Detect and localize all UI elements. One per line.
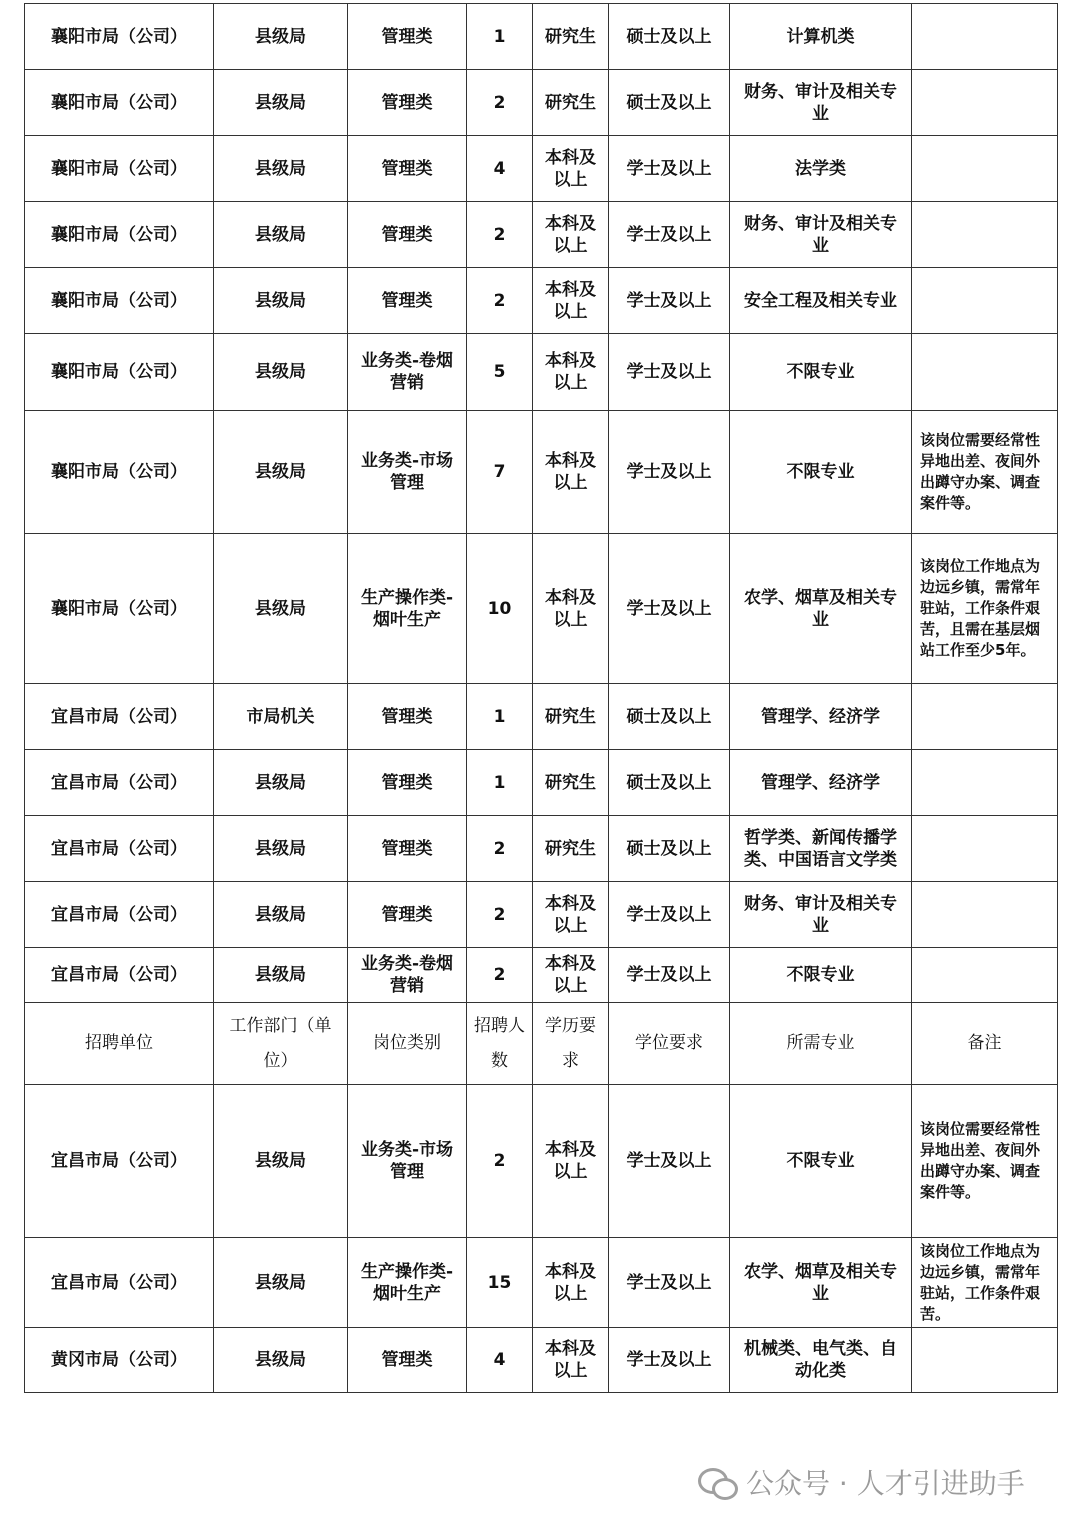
cell-count: 2 <box>467 1085 533 1238</box>
cell-dept: 市局机关 <box>214 684 348 750</box>
cell-count: 2 <box>467 948 533 1003</box>
header-unit: 招聘单位 <box>25 1003 214 1085</box>
cell-unit: 宜昌市局（公司） <box>25 948 214 1003</box>
cell-major: 法学类 <box>730 136 912 202</box>
cell-category: 管理类 <box>348 750 467 816</box>
wechat-icon <box>698 1466 736 1498</box>
header-education: 学历要求 <box>533 1003 609 1085</box>
cell-degree: 学士及以上 <box>609 882 730 948</box>
table-row <box>25 1328 1058 1393</box>
cell-unit: 宜昌市局（公司） <box>25 684 214 750</box>
cell-category: 管理类 <box>348 4 467 70</box>
cell-dept: 县级局 <box>214 882 348 948</box>
table-row <box>25 1085 1058 1238</box>
cell-note <box>912 70 1058 136</box>
table-body-bottom <box>25 1085 1058 1393</box>
cell-dept: 县级局 <box>214 4 348 70</box>
cell-note: 该岗位需要经常性异地出差、夜间外出蹲守办案、调查案件等。 <box>912 1085 1058 1238</box>
table-row <box>25 750 1058 816</box>
cell-education: 研究生 <box>533 684 609 750</box>
cell-degree: 硕士及以上 <box>609 4 730 70</box>
table-row <box>25 334 1058 411</box>
cell-unit: 宜昌市局（公司） <box>25 1238 214 1328</box>
cell-education: 研究生 <box>533 70 609 136</box>
header-category: 岗位类别 <box>348 1003 467 1085</box>
cell-dept: 县级局 <box>214 268 348 334</box>
cell-dept: 县级局 <box>214 136 348 202</box>
cell-note: 该岗位工作地点为边远乡镇，需常年驻站，工作条件艰苦，且需在基层烟站工作至少5年。 <box>912 534 1058 684</box>
cell-degree: 硕士及以上 <box>609 750 730 816</box>
cell-education: 本科及以上 <box>533 334 609 411</box>
cell-unit: 襄阳市局（公司） <box>25 268 214 334</box>
recruitment-table <box>24 3 1058 1393</box>
cell-unit: 宜昌市局（公司） <box>25 1085 214 1238</box>
cell-degree: 学士及以上 <box>609 411 730 534</box>
cell-education: 本科及以上 <box>533 882 609 948</box>
cell-major: 不限专业 <box>730 948 912 1003</box>
cell-major: 管理学、经济学 <box>730 750 912 816</box>
cell-category: 管理类 <box>348 816 467 882</box>
cell-degree: 学士及以上 <box>609 1085 730 1238</box>
table-row <box>25 948 1058 1003</box>
table-row <box>25 1238 1058 1328</box>
cell-category: 管理类 <box>348 882 467 948</box>
watermark <box>698 1462 1025 1502</box>
cell-note <box>912 882 1058 948</box>
cell-unit: 宜昌市局（公司） <box>25 882 214 948</box>
cell-degree: 硕士及以上 <box>609 684 730 750</box>
cell-note <box>912 750 1058 816</box>
cell-note <box>912 1328 1058 1393</box>
cell-degree: 学士及以上 <box>609 1328 730 1393</box>
table-row <box>25 136 1058 202</box>
cell-count: 15 <box>467 1238 533 1328</box>
table-row <box>25 70 1058 136</box>
cell-note <box>912 4 1058 70</box>
cell-note <box>912 136 1058 202</box>
cell-count: 1 <box>467 750 533 816</box>
cell-unit: 襄阳市局（公司） <box>25 136 214 202</box>
cell-note: 该岗位需要经常性异地出差、夜间外出蹲守办案、调查案件等。 <box>912 411 1058 534</box>
cell-unit: 襄阳市局（公司） <box>25 411 214 534</box>
cell-dept: 县级局 <box>214 1238 348 1328</box>
cell-major: 安全工程及相关专业 <box>730 268 912 334</box>
cell-unit: 黄冈市局（公司） <box>25 1328 214 1393</box>
cell-dept: 县级局 <box>214 1328 348 1393</box>
table-row <box>25 268 1058 334</box>
table-row <box>25 882 1058 948</box>
cell-education: 本科及以上 <box>533 1085 609 1238</box>
cell-note <box>912 948 1058 1003</box>
cell-degree: 学士及以上 <box>609 534 730 684</box>
cell-degree: 硕士及以上 <box>609 70 730 136</box>
table-row <box>25 684 1058 750</box>
cell-major: 财务、审计及相关专业 <box>730 882 912 948</box>
cell-major: 农学、烟草及相关专业 <box>730 534 912 684</box>
cell-degree: 学士及以上 <box>609 1238 730 1328</box>
cell-education: 本科及以上 <box>533 411 609 534</box>
cell-category: 管理类 <box>348 268 467 334</box>
cell-unit: 襄阳市局（公司） <box>25 534 214 684</box>
cell-major: 机械类、电气类、自动化类 <box>730 1328 912 1393</box>
cell-note <box>912 334 1058 411</box>
table-row <box>25 534 1058 684</box>
table-body-top <box>25 4 1058 1003</box>
cell-major: 管理学、经济学 <box>730 684 912 750</box>
cell-note <box>912 268 1058 334</box>
cell-dept: 县级局 <box>214 202 348 268</box>
cell-degree: 学士及以上 <box>609 136 730 202</box>
cell-count: 2 <box>467 882 533 948</box>
header-dept: 工作部门（单位） <box>214 1003 348 1085</box>
cell-dept: 县级局 <box>214 334 348 411</box>
cell-category: 管理类 <box>348 136 467 202</box>
cell-dept: 县级局 <box>214 750 348 816</box>
cell-count: 2 <box>467 816 533 882</box>
cell-count: 2 <box>467 70 533 136</box>
cell-major: 不限专业 <box>730 1085 912 1238</box>
cell-major: 不限专业 <box>730 334 912 411</box>
cell-category: 管理类 <box>348 70 467 136</box>
watermark-text: 公众号 · 人才引进助手 <box>746 1467 1025 1500</box>
cell-major: 计算机类 <box>730 4 912 70</box>
cell-major: 哲学类、新闻传播学类、中国语言文学类 <box>730 816 912 882</box>
cell-unit: 襄阳市局（公司） <box>25 334 214 411</box>
table-row <box>25 202 1058 268</box>
cell-education: 本科及以上 <box>533 136 609 202</box>
cell-note <box>912 684 1058 750</box>
cell-count: 2 <box>467 202 533 268</box>
cell-dept: 县级局 <box>214 1085 348 1238</box>
cell-category: 业务类-市场管理 <box>348 411 467 534</box>
cell-dept: 县级局 <box>214 948 348 1003</box>
cell-education: 研究生 <box>533 750 609 816</box>
header-degree: 学位要求 <box>609 1003 730 1085</box>
cell-major: 农学、烟草及相关专业 <box>730 1238 912 1328</box>
cell-dept: 县级局 <box>214 70 348 136</box>
cell-unit: 襄阳市局（公司） <box>25 202 214 268</box>
cell-unit: 襄阳市局（公司） <box>25 70 214 136</box>
cell-dept: 县级局 <box>214 534 348 684</box>
table-row <box>25 411 1058 534</box>
cell-major: 财务、审计及相关专业 <box>730 70 912 136</box>
cell-count: 1 <box>467 4 533 70</box>
table-row <box>25 816 1058 882</box>
cell-education: 本科及以上 <box>533 534 609 684</box>
cell-category: 生产操作类-烟叶生产 <box>348 1238 467 1328</box>
cell-category: 生产操作类-烟叶生产 <box>348 534 467 684</box>
table-header-row <box>25 1003 1058 1085</box>
cell-education: 本科及以上 <box>533 1328 609 1393</box>
cell-degree: 学士及以上 <box>609 202 730 268</box>
cell-education: 本科及以上 <box>533 948 609 1003</box>
cell-note <box>912 202 1058 268</box>
cell-count: 10 <box>467 534 533 684</box>
cell-category: 业务类-卷烟营销 <box>348 948 467 1003</box>
cell-education: 本科及以上 <box>533 268 609 334</box>
cell-count: 1 <box>467 684 533 750</box>
header-note: 备注 <box>912 1003 1058 1085</box>
cell-note <box>912 816 1058 882</box>
cell-education: 本科及以上 <box>533 202 609 268</box>
cell-degree: 学士及以上 <box>609 334 730 411</box>
cell-category: 业务类-卷烟营销 <box>348 334 467 411</box>
cell-dept: 县级局 <box>214 411 348 534</box>
cell-count: 5 <box>467 334 533 411</box>
cell-dept: 县级局 <box>214 816 348 882</box>
cell-note: 该岗位工作地点为边远乡镇，需常年驻站，工作条件艰苦。 <box>912 1238 1058 1328</box>
cell-education: 研究生 <box>533 816 609 882</box>
cell-count: 4 <box>467 1328 533 1393</box>
cell-count: 2 <box>467 268 533 334</box>
cell-category: 管理类 <box>348 684 467 750</box>
table-header-row-group <box>25 1003 1058 1085</box>
cell-unit: 宜昌市局（公司） <box>25 816 214 882</box>
cell-unit: 宜昌市局（公司） <box>25 750 214 816</box>
cell-unit: 襄阳市局（公司） <box>25 4 214 70</box>
header-count: 招聘人数 <box>467 1003 533 1085</box>
cell-category: 业务类-市场管理 <box>348 1085 467 1238</box>
cell-degree: 硕士及以上 <box>609 816 730 882</box>
table-row <box>25 4 1058 70</box>
cell-category: 管理类 <box>348 1328 467 1393</box>
cell-major: 财务、审计及相关专业 <box>730 202 912 268</box>
cell-education: 研究生 <box>533 4 609 70</box>
cell-major: 不限专业 <box>730 411 912 534</box>
cell-category: 管理类 <box>348 202 467 268</box>
cell-degree: 学士及以上 <box>609 948 730 1003</box>
cell-count: 7 <box>467 411 533 534</box>
header-major: 所需专业 <box>730 1003 912 1085</box>
cell-degree: 学士及以上 <box>609 268 730 334</box>
cell-education: 本科及以上 <box>533 1238 609 1328</box>
cell-count: 4 <box>467 136 533 202</box>
